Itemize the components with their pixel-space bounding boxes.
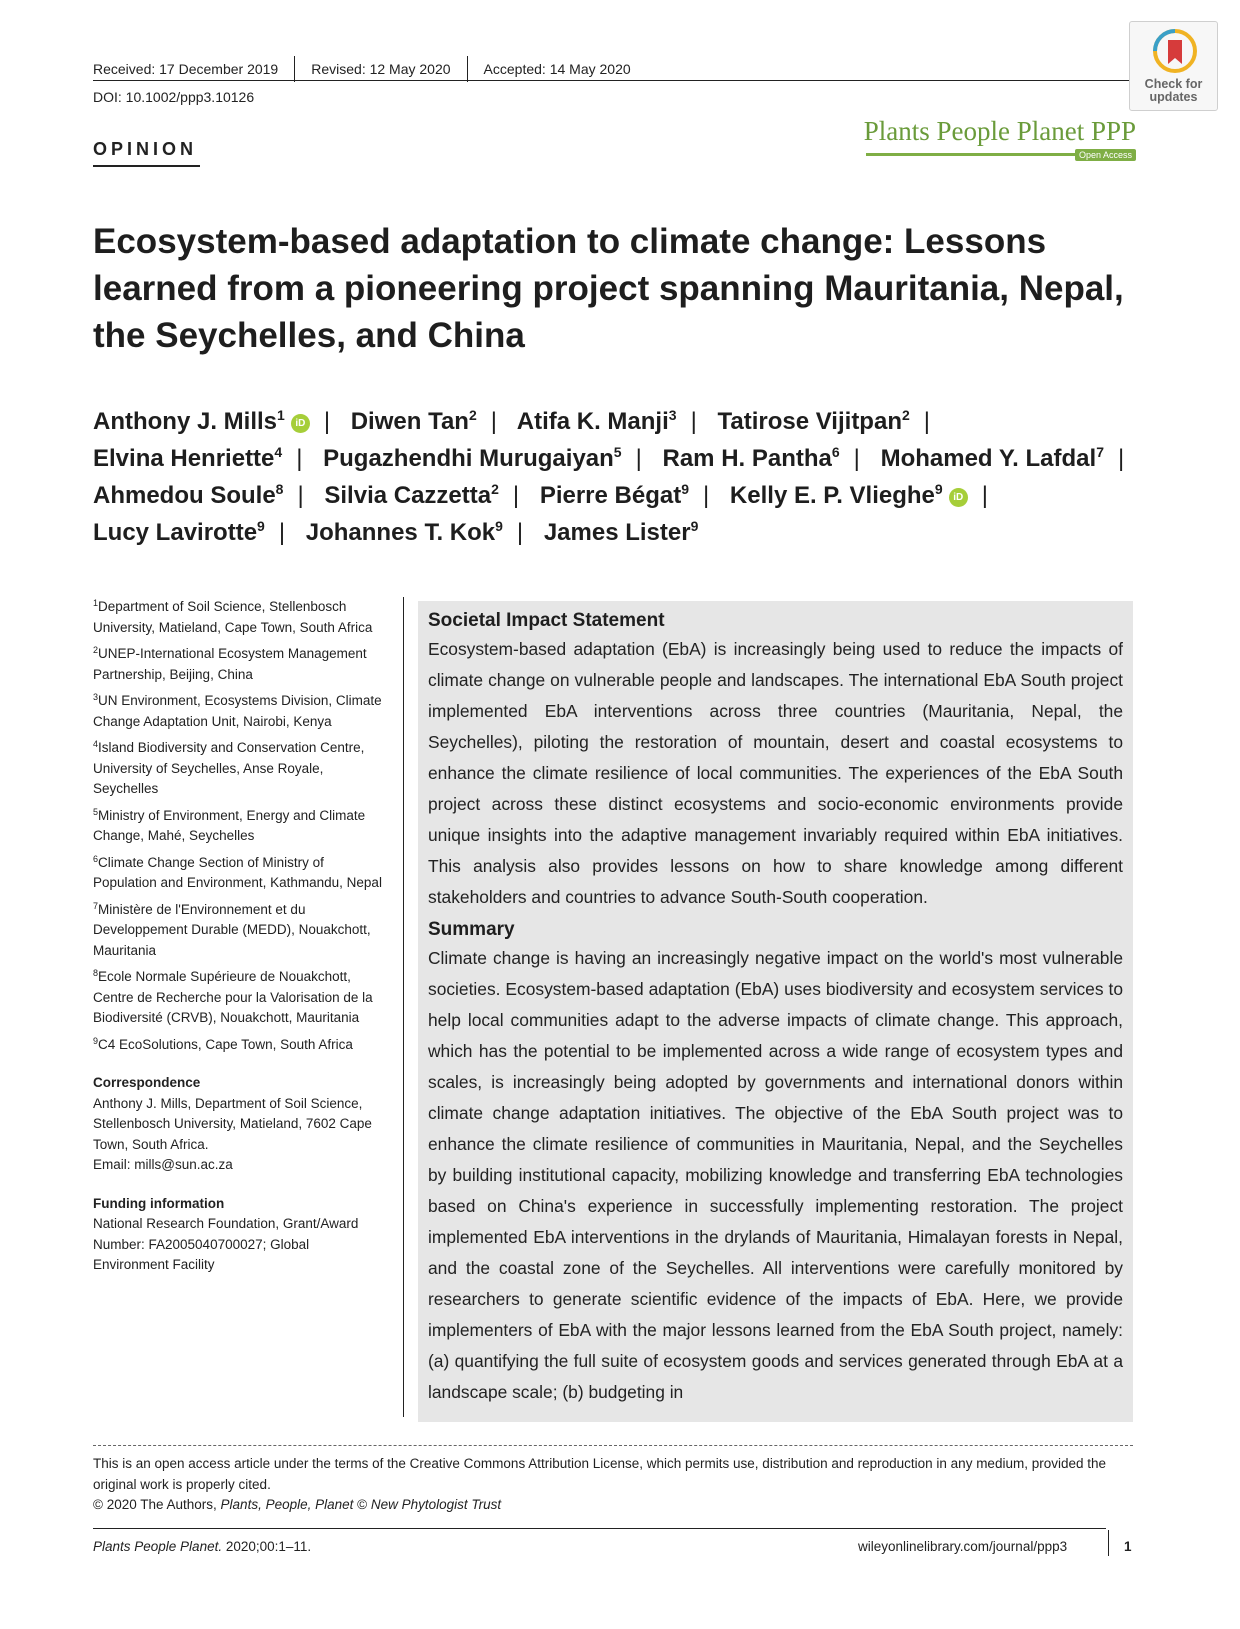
author-separator: | — [703, 482, 710, 509]
funding-text: National Research Foundation, Grant/Award Number: FA2005040700027; Global Environment Facility — [93, 1216, 359, 1272]
footer-rule — [93, 1528, 1106, 1529]
author-list — [93, 403, 1173, 551]
footer-citation: Plants People Planet. 2020;00:1–11. — [93, 1539, 312, 1554]
affiliation-item: $^4$Island Biodiversity and Conservation Centre, University of Seychelles, Anse Royale, Seychelles — [93, 739, 365, 796]
affiliation-number: 1 — [277, 407, 285, 423]
date-separator — [467, 56, 468, 82]
author-name: Elvina Henriette$^4$ — [93, 444, 283, 472]
bookmark-icon — [1152, 28, 1198, 76]
article-dates — [93, 56, 631, 82]
author-separator: | — [516, 519, 524, 546]
correspondence-heading: Correspondence — [93, 1075, 201, 1090]
correspondence-text: Anthony J. Mills, Department of Soil Science, Stellenbosch University, Matieland, 7602 Cape Town, South Africa. — [93, 1095, 372, 1152]
license-text: This is an open access article under the terms of the Creative Commons Attribution License, which permits use, distribution and reproduction in any medium, provided the original work is properly cited. — [93, 1456, 1107, 1492]
funding-heading: Funding information — [93, 1195, 225, 1211]
author-separator: | — [297, 482, 304, 509]
badge-label: Check for updates — [1144, 77, 1203, 104]
affiliations-column — [93, 597, 383, 1294]
orcid-icon[interactable]: iD — [291, 414, 310, 433]
author-name: Atifa K. Manji$^3$ — [516, 407, 677, 435]
author-name: Pierre Bégat$^9$ — [539, 481, 690, 509]
affiliation-item: $^5$Ministry of Environment, Energy and Climate Change, Mahé, Seychelles — [93, 806, 366, 843]
affiliation-item: $^9$C4 EcoSolutions, Cape Town, South Africa — [93, 1035, 353, 1052]
affiliation-item: $^6$Climate Change Section of Ministry of Population and Environment, Kathmandu, Nepal — [93, 853, 382, 890]
article-type-underline — [93, 165, 200, 167]
abstract-box — [418, 601, 1133, 1422]
author-separator: | — [1117, 445, 1125, 472]
author-separator: | — [512, 482, 520, 509]
copyright-line: © 2020 The Authors, Plants, People, Planet © New Phytologist Trust — [93, 1497, 502, 1512]
affiliation-number: 9 — [934, 481, 943, 497]
author-separator: | — [981, 482, 988, 509]
author-name: Lucy Lavirotte$^9$ — [93, 518, 265, 546]
summary-text: Climate change is having an increasingly negative impact on the world's most vulnerable societies. Ecosystem-based adaptation (EbA) uses biodiversity and ecosystem services to help local communities adapt to the adverse impacts of climate change. This approach, which has the potential to be implemented across a wide range of ecosystem types and scales, is increasingly being adopted by governments and international donors within climate change adaptation initiatives. The objective of the EbA South project was to enhance the climate resilience of communities in Mauritania, Nepal, and the Seychelles by building institutional capacity, mobilizing knowledge and transferring EbA technologies based on China's experience in successfully implementing restoration. The project implemented EbA interventions in the drylands of Mauritania, Himalayan forests in Nepal, and the coastal zone of the Seychelles. All interventions were carefully monitored by researchers to generate scientific evidence of the impacts of EbA. Here, we provide implementers of EbA with the major lessons learned from the EbA South project, namely: (a) quantifying the full suite of ecosystem goods and services generated through EbA at a landscape scale; (b) budgeting in — [428, 948, 1123, 1402]
affiliation-number: 2 — [491, 481, 499, 497]
column-divider — [403, 597, 404, 1417]
affiliation-number: 8 — [275, 481, 284, 497]
author-separator: | — [635, 445, 642, 472]
footer-separator — [1108, 1530, 1109, 1556]
affiliation-number: 6 — [831, 444, 840, 460]
article-type: OPINION — [93, 139, 198, 159]
author-name: Kelly E. P. Vlieghe$^9$iD — [730, 482, 968, 509]
orcid-icon[interactable]: iD — [949, 488, 968, 507]
author-separator: | — [923, 408, 931, 435]
author-name: Diwen Tan$^2$ — [350, 407, 477, 435]
author-separator: | — [490, 408, 497, 435]
author-separator: | — [296, 445, 303, 472]
author-name: James Lister$^9$ — [543, 518, 699, 546]
affiliation-number: 9 — [681, 481, 690, 497]
affiliation-number: 5 — [613, 444, 622, 460]
author-name: Pugazhendhi Murugaiyan$^5$ — [323, 444, 622, 472]
affiliation-number: 7 — [1096, 444, 1104, 460]
correspondence-block — [93, 1073, 383, 1176]
affiliation-number: 9 — [495, 518, 503, 534]
page-number: 1 — [1124, 1539, 1132, 1554]
affiliation-number: 3 — [668, 407, 677, 423]
author-name: Ram H. Pantha$^6$ — [662, 444, 840, 472]
affiliation-item: $^7$Ministère de l'Environnement et du Developpement Durable (MEDD), Nouakchott, Mauritania — [93, 900, 371, 958]
doi[interactable]: DOI: 10.1002/ppp3.10126 — [93, 89, 255, 105]
check-for-updates-badge[interactable] — [1129, 21, 1218, 111]
societal-impact-heading: Societal Impact Statement — [428, 610, 665, 631]
author-separator: | — [278, 519, 286, 546]
correspondence-email[interactable]: Email: mills@sun.ac.za — [93, 1157, 233, 1172]
affiliation-list — [93, 597, 383, 1055]
affiliation-item: $^1$Department of Soil Science, Stellenbosch University, Matieland, Cape Town, South Africa — [93, 598, 373, 635]
affiliation-number: 9 — [690, 518, 699, 534]
journal-logo-text: Plants People Planet PPP — [863, 116, 1136, 146]
footer-url[interactable]: wileyonlinelibrary.com/journal/ppp3 — [858, 1539, 1068, 1554]
license-block — [93, 1454, 1138, 1516]
societal-impact-text: Ecosystem-based adaptation (EbA) is increasingly being used to reduce the impacts of climate change on vulnerable people and landscapes. The international EbA South project implemented EbA interventions across three countries (Mauritania, Nepal, the Seychelles), piloting the restoration of mountain, desert and coastal ecosystems to enhance the climate resilience of local communities. The experiences of the EbA South project across these distinct ecosystems and socio-economic environments provide unique insights into the adaptive management invariably required within EbA initiatives. This analysis also provides lessons on how to share knowledge among different stakeholders and countries to advance South-South cooperation. — [428, 639, 1123, 907]
author-name: Ahmedou Soule$^8$ — [93, 481, 284, 509]
summary-heading: Summary — [428, 919, 515, 940]
journal-logo[interactable] — [863, 116, 1136, 162]
open-access-tag: Open Access — [1075, 149, 1136, 161]
author-separator: | — [323, 408, 331, 435]
affiliation-number: 2 — [901, 407, 910, 423]
date-separator — [294, 56, 295, 82]
author-name: Silvia Cazzetta$^2$ — [324, 481, 499, 509]
received-date: Received: 17 December 2019 — [93, 61, 279, 77]
affiliation-number: 9 — [257, 518, 265, 534]
author-name: Johannes T. Kok$^9$ — [305, 518, 503, 546]
article-title: Ecosystem-based adaptation to climate change: Lessons learned from a pioneering project spanning Mauritania, Nepal, the Seychelles, and China — [93, 222, 1124, 355]
author-name: Tatirose Vijitpan$^2$ — [717, 407, 910, 435]
affiliation-item: $^8$Ecole Normale Supérieure de Nouakchott, Centre de Recherche pour la Valorisation de la Biodiversité (CRVB), Nouakchott, Mauritania — [93, 968, 373, 1025]
revised-date: Revised: 12 May 2020 — [311, 61, 451, 77]
affiliation-item: $^3$UN Environment, Ecosystems Division, Climate Change Adaptation Unit, Nairobi, Kenya — [93, 692, 382, 729]
affiliation-number: 2 — [468, 407, 477, 423]
author-separator: | — [853, 445, 860, 472]
author-separator: | — [690, 408, 697, 435]
affiliation-number: 4 — [274, 444, 283, 460]
accepted-date: Accepted: 14 May 2020 — [483, 61, 631, 77]
affiliation-item: $^2$UNEP-International Ecosystem Management Partnership, Beijing, China — [93, 645, 367, 682]
author-name: Anthony J. Mills$^1$iD — [93, 408, 310, 435]
license-divider — [93, 1445, 1133, 1446]
funding-block — [93, 1194, 383, 1276]
author-name: Mohamed Y. Lafdal$^7$ — [880, 444, 1104, 472]
header-rule — [93, 80, 1130, 81]
